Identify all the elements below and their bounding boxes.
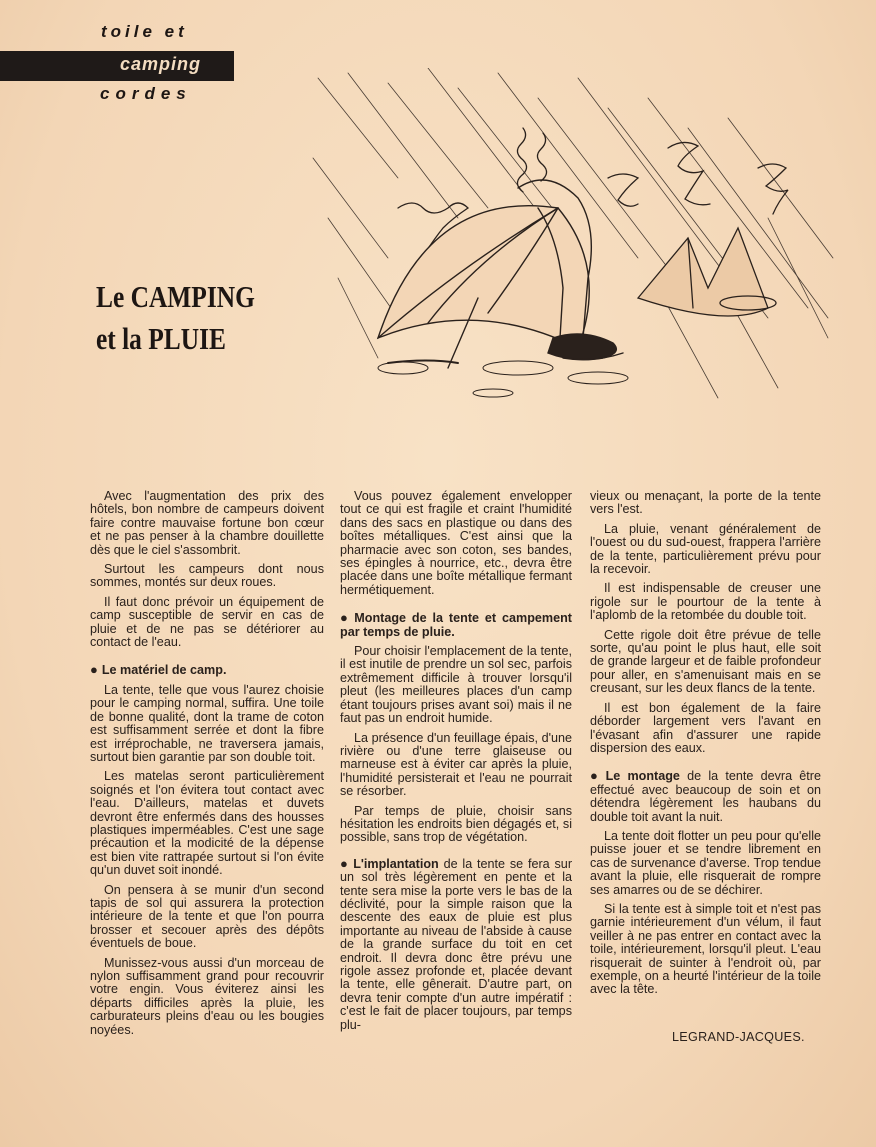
paragraph: La présence d'un feuillage épais, d'une rivière ou d'une terre glaiseuse ou marneuse est à éviter car après la pluie, l'humidité persisterait et l'eau ne pourrait se résorber. xyxy=(340,730,572,799)
rubric-line-3: cordes xyxy=(100,84,192,103)
paragraph: La tente doit flotter un peu pour qu'elle puisse jouer et se tendre librement en cas de survenance d'averse. Trop tendue avant la pluie, elle risquerait de rompre ses amarres ou de se déchirer. xyxy=(590,828,821,897)
paragraph: Pour choisir l'emplacement de la tente, il est inutile de prendre un sol sec, parfois extrêmement difficile à trouver lorsqu'il pleut (les meilleures places d'un camp étant toujours prises avant soi) mais il ne faut pas un endroit humide. xyxy=(340,644,572,726)
title-line-2: et la PLUIE xyxy=(96,321,226,356)
paragraph: Il faut donc prévoir un équipement de camp susceptible de servir en cas de pluie et de ne pas se détériorer au contact de l'eau. xyxy=(90,594,324,650)
paragraph: On pensera à se munir d'un second tapis de sol qui assurera la protection intérieure de la tente et que l'on pourra brosser et secouer après des dépôts éventuels de boue. xyxy=(90,882,324,951)
paragraph: Il est indispensable de creuser une rigole sur le pourtour de la tente à l'aplomb de la retombée du double toit. xyxy=(590,581,821,623)
paragraph-montage: ● Le montage de la tente devra être effectué avec beaucoup de soin et on détendra légèrement les haubans du double toit avant la nuit. xyxy=(590,768,821,824)
paragraph: Munissez-vous aussi d'un morceau de nylon suffisamment grand pour recouvrir votre engin. Vous éviterez ainsi les départs difficiles après la pluie, les carburateurs pleins d'eau ou les bougies noyées. xyxy=(90,955,324,1037)
rubric-line-2: camping xyxy=(120,54,202,74)
article-title xyxy=(96,276,276,360)
rain-camping-illustration xyxy=(308,68,838,408)
bullet-icon: ● xyxy=(340,610,351,626)
bullet-icon: ● xyxy=(90,662,98,678)
bullet-icon: ● xyxy=(340,855,350,871)
subheading-materiel: ● Le matériel de camp. xyxy=(90,662,227,678)
collapsed-tent xyxy=(638,228,776,316)
column-3 xyxy=(590,490,821,1003)
paragraph: Avec l'augmentation des prix des hôtels, bon nombre de campeurs doivent faire contre mauvaise fortune bon cœur et ne pas penser à la chambre douillette dès que le ciel s'assombrit. xyxy=(90,489,324,557)
paragraph: Surtout les campeurs dont nous sommes, montés sur deux roues. xyxy=(90,562,324,590)
paragraph: La pluie, venant généralement de l'ouest ou du sud-ouest, frappera l'arrière de la tente, particulièrement prévu pour la recevoir. xyxy=(590,521,821,577)
subheading-montage-pluie: ● Montage de la tente et campement par temps de pluie. xyxy=(340,610,573,639)
title-line-1: Le CAMPING xyxy=(96,279,255,314)
column-1 xyxy=(90,490,324,1043)
paragraph: Si la tente est à simple toit et n'est pas garnie intérieurement d'un vélum, il faut veiller à ne pas entrer en contact avec la toile, intérieurement, lorsqu'il pleut. L'eau risquerait de suinter à l'endroit où, par exemple, on a heurté l'intérieur de la toile avec la tête. xyxy=(590,901,821,997)
column-2 xyxy=(340,490,572,1038)
paragraph: Par temps de pluie, choisir sans hésitation les endroits bien dégagés et, si possible, sans trop de végétation. xyxy=(340,803,572,845)
paragraph: Il est bon également de la faire déborder largement vers l'avant en l'évasant afin d'assurer une rapide dispersion des eaux. xyxy=(590,700,821,755)
rubric-line-1: toile et xyxy=(101,22,188,41)
paragraph: Cette rigole doit être prévue de telle sorte, qu'au point le plus haut, elle soit de grande largeur et de faible profondeur pour aller, en s'amenuisant mais en se creusant, sur les deux flancs de la tente. xyxy=(590,627,821,696)
paragraph: vieux ou menaçant, la porte de la tente vers l'est. xyxy=(590,489,821,517)
paragraph-implantation: ● L'implantation de la tente se fera sur un sol très légèrement en pente et la tente sera mise la porte vers le bas de la déclivité, pour la simple raison que la descente des eaux de pluie est plus importante au niveau de l'abside à cause de la grande surface du toit en cet endroit. Il devra donc être prévu une rigole assez profonde et, placée devant la tente, elle gênerait. D'autre part, on devra tenir compte d'un autre impératif : c'est le fait de placer toujours, par temps plu- xyxy=(340,855,573,1032)
paragraph: Vous pouvez également envelopper tout ce qui est fragile et craint l'humidité dans des sacs en plastique ou dans des boîtes métalliques. C'est ainsi que la pharmacie avec son coton, ses bandes, ses épingles à nourrice, etc., devra être placée dans une boîte métallique fermant hermétiquement. xyxy=(340,489,572,597)
puddles xyxy=(378,361,628,397)
bullet-icon: ● xyxy=(590,768,602,784)
paragraph: La tente, telle que vous l'aurez choisie pour le camping normal, suffira. Une toile de bonne qualité, dont la trame de coton est suffisamment serrée et dont la fibre est irréprochable, ne traversera jamais, surtout bien garantie par son double toit. xyxy=(90,682,324,764)
author-signature: LEGRAND-JACQUES. xyxy=(672,1030,805,1044)
paragraph: Les matelas seront particulièrement soignés et l'on évitera tout contact avec l'eau. D'ailleurs, matelas et duvets devront être enfermés dans des housses plastiques imperméables. C'est une sage précaution et la modicité de la dépense est bien vite rattrapée surtout si l'on évite qu'un duvet soit inondé. xyxy=(90,769,324,878)
